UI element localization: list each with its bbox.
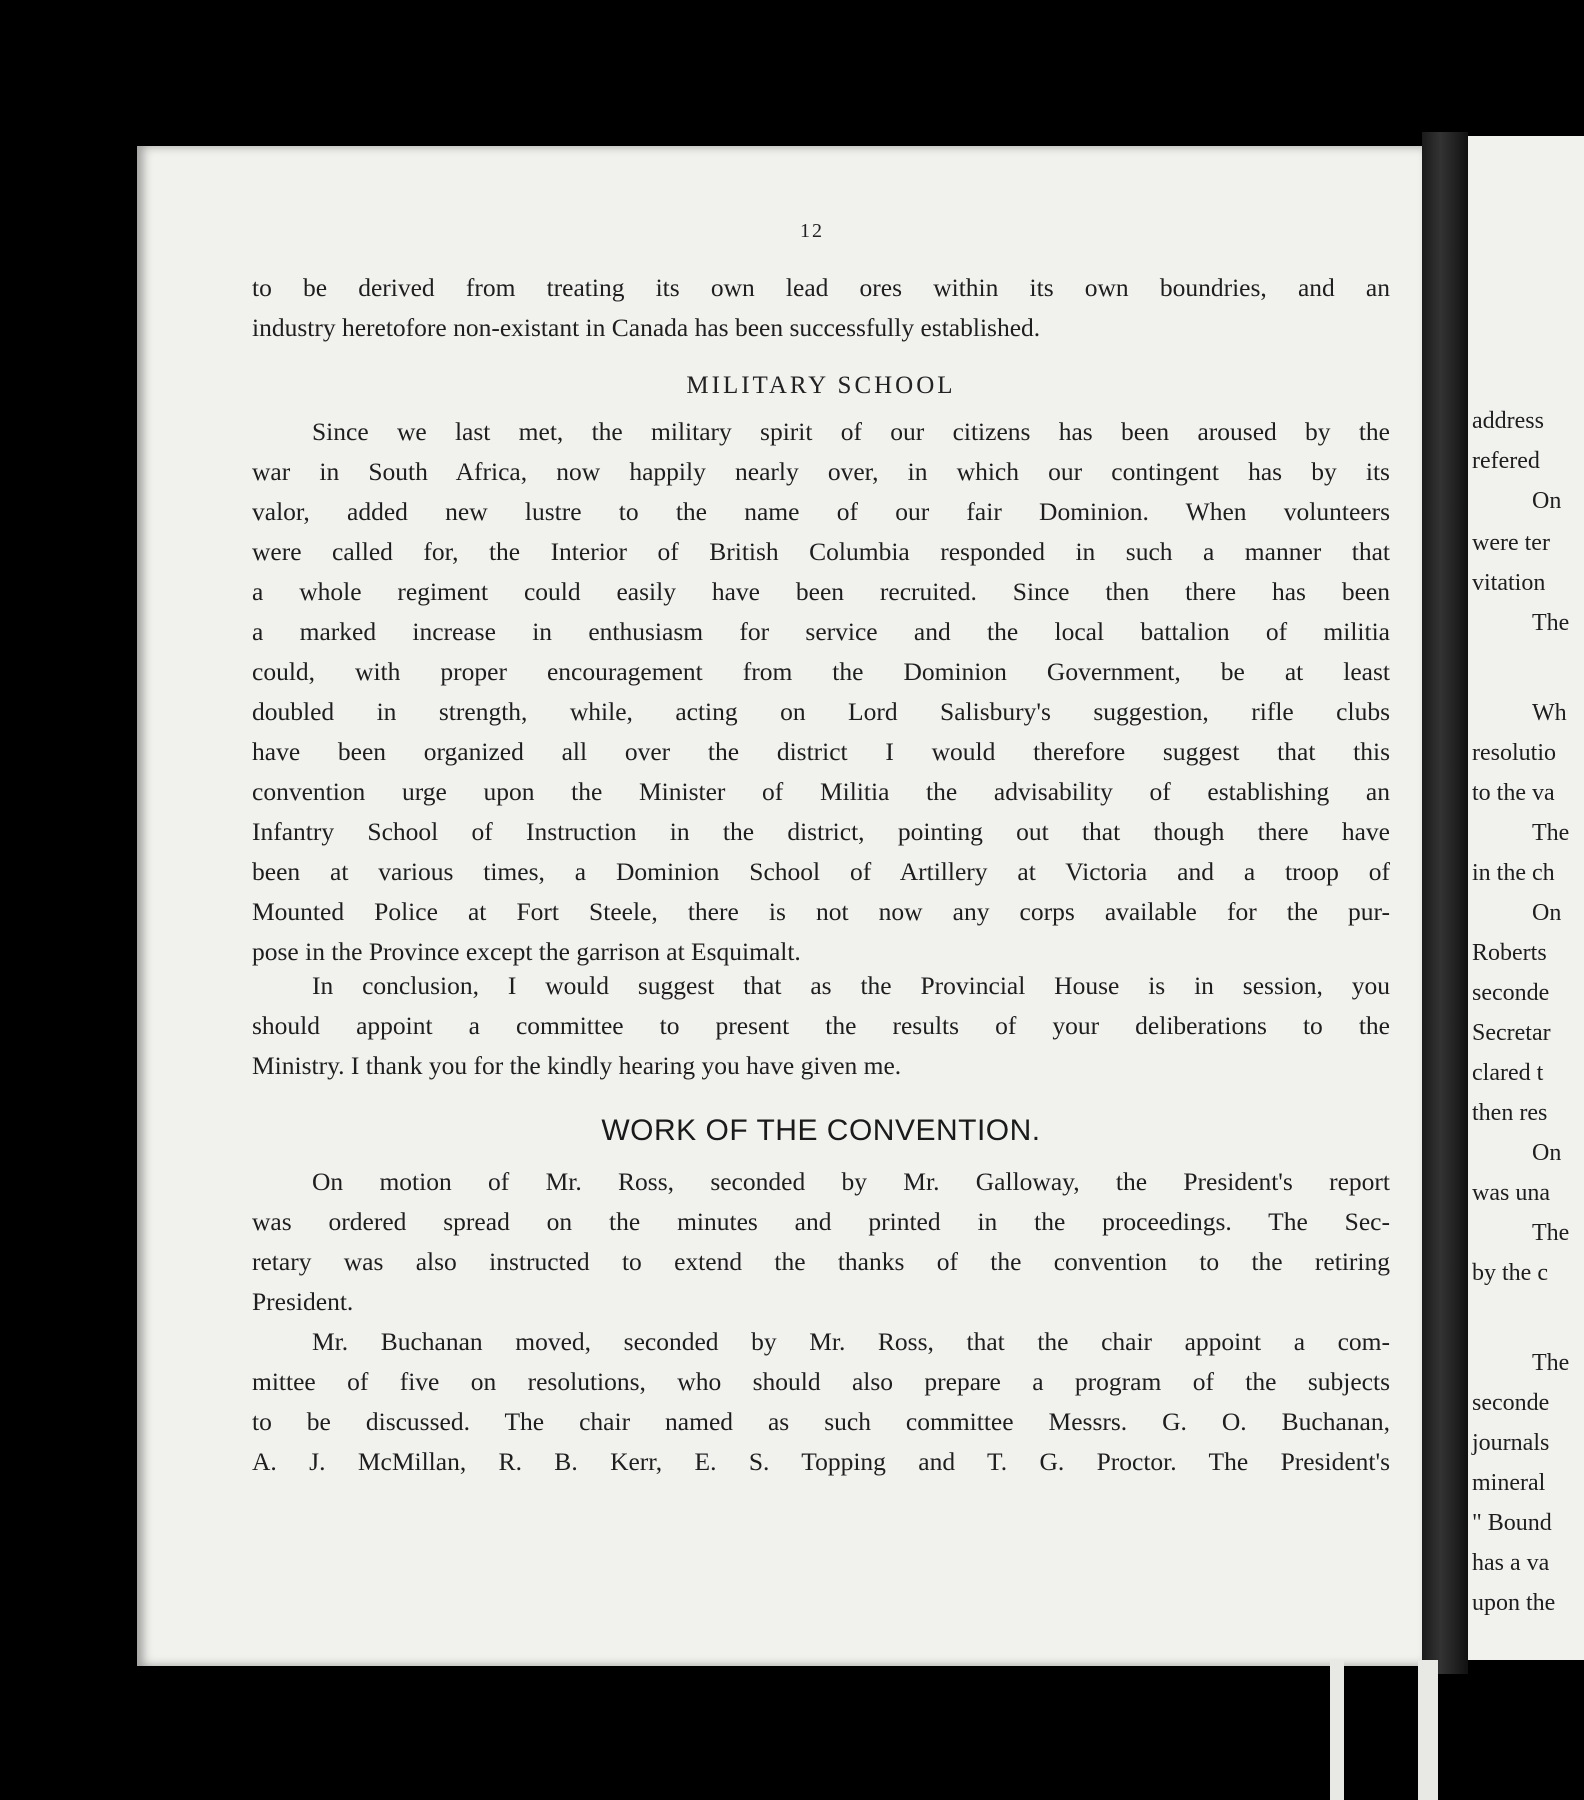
text-line: a marked increase in enthusiasm for service and the local battalion of militia	[252, 617, 1390, 646]
right-line: has a va	[1472, 1550, 1550, 1576]
lead-paragraph	[252, 268, 1390, 348]
conclusion-paragraph	[252, 966, 1390, 1086]
text-line: Infantry School of Instruction in the district, pointing out that though there have	[252, 817, 1390, 846]
text-line: industry heretofore non-existant in Canada has been successfully established.	[252, 313, 1041, 342]
right-line: resolutio	[1472, 740, 1556, 766]
right-line: by the c	[1472, 1260, 1548, 1286]
text-line: mittee of five on resolutions, who should also prepare a program of the subjects	[252, 1367, 1390, 1396]
text-line: Mr. Buchanan moved, seconded by Mr. Ross, that the chair appoint a com-	[312, 1327, 1390, 1356]
right-line: seconde	[1472, 1390, 1550, 1416]
right-line: journals	[1472, 1430, 1550, 1456]
text-line: could, with proper encouragement from the Dominion Government, be at least	[252, 657, 1390, 686]
page-tab	[1418, 1660, 1438, 1800]
right-line: clared t	[1472, 1060, 1544, 1086]
right-line: The	[1532, 1220, 1570, 1246]
committee-paragraph	[252, 1322, 1390, 1482]
text-line: President.	[252, 1287, 354, 1316]
right-page	[1468, 136, 1584, 1660]
right-line: then res	[1472, 1100, 1548, 1126]
text-line: In conclusion, I would suggest that as the Provincial House is in session, you	[312, 971, 1390, 1000]
military-paragraph	[252, 412, 1390, 972]
text-line: Mounted Police at Fort Steele, there is not now any corps available for the pur-	[252, 897, 1390, 926]
text-line: been at various times, a Dominion School of Artillery at Victoria and a troop of	[252, 857, 1390, 886]
book-binding	[1422, 132, 1468, 1674]
right-line: refered	[1472, 448, 1540, 474]
right-line: Wh	[1532, 700, 1567, 726]
right-line: On	[1532, 900, 1562, 926]
right-line: in the ch	[1472, 860, 1555, 886]
right-line: Roberts	[1472, 940, 1547, 966]
text-line: pose in the Province except the garrison at Esquimalt.	[252, 937, 801, 966]
right-line: seconde	[1472, 980, 1550, 1006]
right-line: The	[1532, 1350, 1570, 1376]
right-line: " Bound	[1472, 1510, 1552, 1536]
text-line: Ministry. I thank you for the kindly hearing you have given me.	[252, 1051, 902, 1080]
text-line: should appoint a committee to present the results of your deliberations to the	[252, 1011, 1390, 1040]
right-line: Secretar	[1472, 1020, 1551, 1046]
text-line: On motion of Mr. Ross, seconded by Mr. Galloway, the President's report	[312, 1167, 1390, 1196]
text-line: doubled in strength, while, acting on Lord Salisbury's suggestion, rifle clubs	[252, 697, 1390, 726]
text-line: Since we last met, the military spirit of our citizens has been aroused by the	[312, 417, 1390, 446]
text-line: were called for, the Interior of British Columbia responded in such a manner that	[252, 537, 1390, 566]
section-heading-convention: WORK OF THE CONVENTION.	[601, 1114, 1041, 1147]
right-line: vitation	[1472, 570, 1546, 596]
page-number: 12	[800, 220, 824, 242]
right-line: address	[1472, 408, 1544, 434]
text-line: war in South Africa, now happily nearly over, in which our contingent has by its	[252, 457, 1390, 486]
right-line: The	[1532, 610, 1570, 636]
text-line: convention urge upon the Minister of Militia the advisability of establishing an	[252, 777, 1390, 806]
right-line: to the va	[1472, 780, 1555, 806]
text-line: to be derived from treating its own lead ores within its own boundries, and an	[252, 273, 1390, 302]
motion-paragraph	[252, 1162, 1390, 1322]
text-line: valor, added new lustre to the name of our fair Dominion. When volunteers	[252, 497, 1390, 526]
right-line: was una	[1472, 1180, 1550, 1206]
right-line: The	[1532, 820, 1570, 846]
right-line: On	[1532, 1140, 1562, 1166]
text-line: was ordered spread on the minutes and printed in the proceedings. The Sec-	[252, 1207, 1390, 1236]
text-line: to be discussed. The chair named as such committee Messrs. G. O. Buchanan,	[252, 1407, 1390, 1436]
right-line: were ter	[1472, 530, 1550, 556]
right-line: upon the	[1472, 1590, 1556, 1616]
section-heading-military: MILITARY SCHOOL	[686, 372, 956, 399]
right-line: mineral	[1472, 1470, 1546, 1496]
text-line: A. J. McMillan, R. B. Kerr, E. S. Topping and T. G. Proctor. The President's	[252, 1447, 1390, 1476]
text-line: a whole regiment could easily have been recruited. Since then there has been	[252, 577, 1390, 606]
right-line: On	[1532, 488, 1562, 514]
page-tab	[1330, 1660, 1344, 1800]
text-line: retary was also instructed to extend the thanks of the convention to the retiring	[252, 1247, 1390, 1276]
text-line: have been organized all over the district I would therefore suggest that this	[252, 737, 1390, 766]
